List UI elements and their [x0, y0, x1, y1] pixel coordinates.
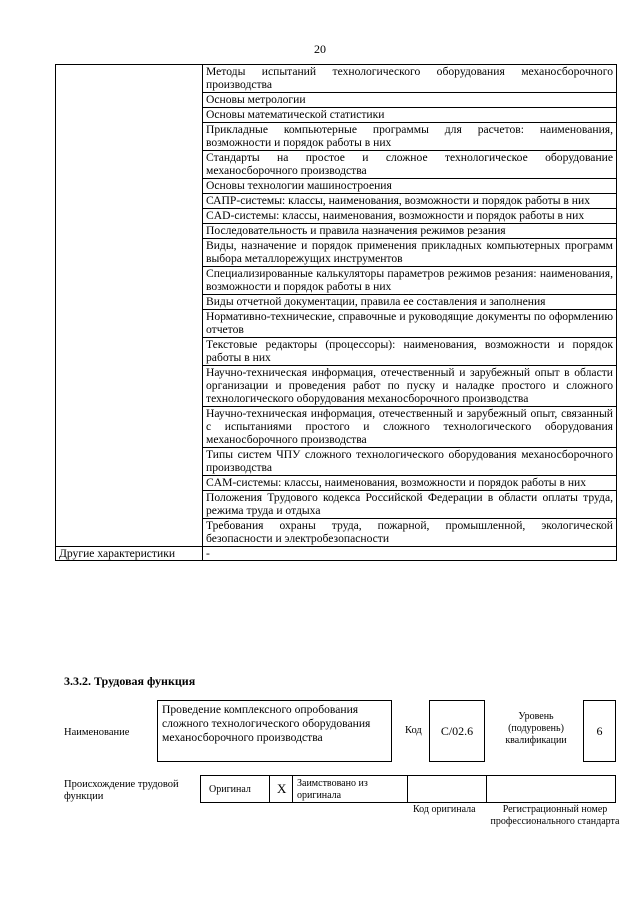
- origin-row: [200, 775, 616, 803]
- knowledge-item: Научно-техническая информация, отечественный и зарубежный опыт, связанный с испытаниями простого и сложного технологического оборудования механосборочного производства: [203, 407, 617, 448]
- knowledge-item: Стандарты на простое и сложное технологическое оборудование механосборочного производства: [203, 151, 617, 179]
- code-label: Код: [405, 725, 422, 736]
- code-original-cell: [407, 775, 487, 803]
- borrowed-cell: [292, 775, 408, 803]
- level-value: 6: [583, 700, 616, 762]
- knowledge-item: CAD-системы: классы, наименования, возможности и порядок работы в них: [203, 209, 617, 224]
- level-label: Уровень (подуровень) квалификации: [505, 711, 567, 746]
- knowledge-item: САПР-системы: классы, наименования, возможности и порядок работы в них: [203, 194, 617, 209]
- reg-number-cell: [486, 775, 616, 803]
- knowledge-item: Основы метрологии: [203, 93, 617, 108]
- other-characteristics-row: [56, 547, 617, 561]
- knowledge-item: Научно-техническая информация, отечественный и зарубежный опыт в области организации и проведения работ по пуску и наладке простого и сложного технологического оборудования механосборочного производства: [203, 366, 617, 407]
- borrowed-label: Заимствовано из оригинала: [297, 778, 368, 801]
- knowledge-item: Основы технологии машиностроения: [203, 179, 617, 194]
- knowledge-table: [55, 64, 617, 561]
- reg-number-label: Регистрационный номер профессионального стандарта: [490, 804, 620, 827]
- knowledge-item: Последовательность и правила назначения режимов резания: [203, 224, 617, 239]
- knowledge-table-body: [56, 65, 617, 561]
- function-name-box: Проведение комплексного опробования сложного технологического оборудования механосборочного производства: [157, 700, 392, 762]
- code-original-label: Код оригинала: [413, 804, 476, 815]
- knowledge-item: Специализированные калькуляторы параметров режимов резания: наименования, возможности и порядок работы в них: [203, 267, 617, 295]
- knowledge-item: CAM-системы: классы, наименования, возможности и порядок работы в них: [203, 476, 617, 491]
- knowledge-item: Методы испытаний технологического оборудования механосборочного производства: [203, 65, 617, 93]
- knowledge-item: Основы математической статистики: [203, 108, 617, 123]
- other-characteristics-label: Другие характеристики: [56, 547, 203, 561]
- name-label: Наименование: [64, 727, 130, 738]
- knowledge-item: Положения Трудового кодекса Российской Федерации в области оплаты труда, режима труда и отдыха: [203, 491, 617, 519]
- section-heading: 3.3.2. Трудовая функция: [64, 674, 196, 688]
- code-value: C/02.6: [429, 700, 485, 762]
- origin-label: Происхождение трудовой функции: [64, 779, 179, 802]
- knowledge-item: Текстовые редакторы (процессоры): наименования, возможности и порядок работы в них: [203, 338, 617, 366]
- knowledge-item: Нормативно-технические, справочные и руководящие документы по оформлению отчетов: [203, 310, 617, 338]
- original-mark-cell: [269, 775, 293, 803]
- knowledge-item: Прикладные компьютерные программы для расчетов: наименования, возможности и порядок работы в них: [203, 123, 617, 151]
- knowledge-label-cell: [56, 65, 203, 547]
- knowledge-item: Требования охраны труда, пожарной, промышленной, экологической безопасности и электробезопасности: [203, 519, 617, 547]
- original-mark: X: [277, 781, 287, 796]
- original-cell: [200, 775, 270, 803]
- other-characteristics-value: -: [203, 547, 617, 561]
- original-label: Оригинал: [209, 784, 251, 795]
- knowledge-item: Виды отчетной документации, правила ее составления и заполнения: [203, 295, 617, 310]
- knowledge-item: Виды, назначение и порядок применения прикладных компьютерных программ выбора металлорежущих инструментов: [203, 239, 617, 267]
- knowledge-row: [56, 65, 617, 93]
- page-number: 20: [314, 42, 326, 56]
- knowledge-item: Типы систем ЧПУ сложного технологического оборудования механосборочного производства: [203, 448, 617, 476]
